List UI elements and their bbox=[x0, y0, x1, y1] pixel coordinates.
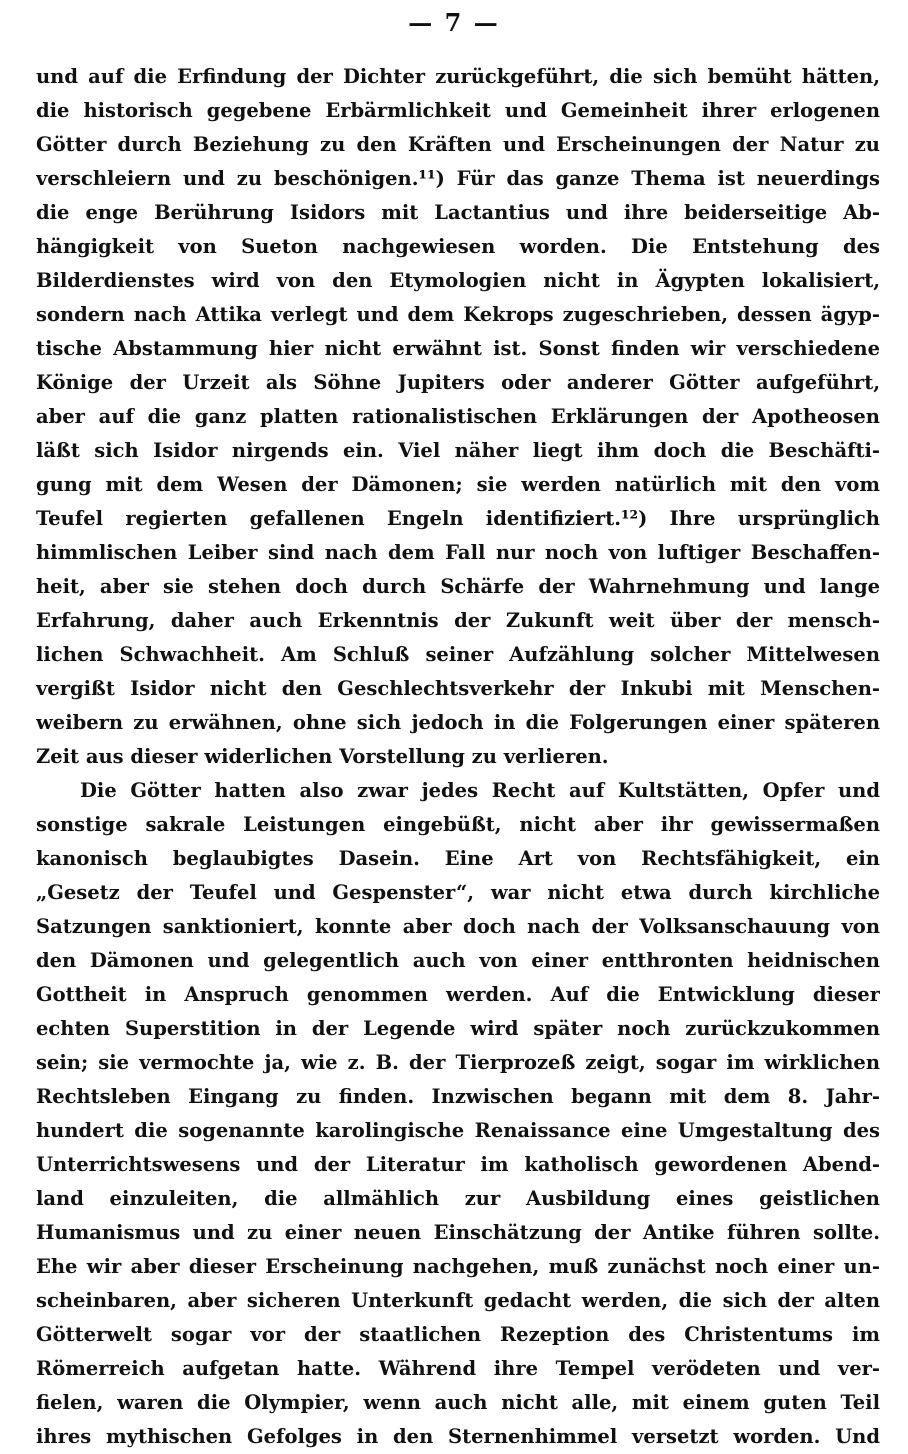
text-line: die historisch gegebene Erbärmlichkeit und Gemeinheit ihrer erlogenen bbox=[36, 99, 880, 122]
text-line: ihres mythischen Gefolges in den Sternenhimmel versetzt worden. Und bbox=[36, 1425, 880, 1448]
text-line: Erfahrung, daher auch Erkenntnis der Zukunft weit über der mensch- bbox=[36, 609, 880, 632]
text-line: Ehe wir aber dieser Erscheinung nachgehen, muß zunächst noch einer un- bbox=[36, 1255, 880, 1278]
text-line: Humanismus und zu einer neuen Einschätzung der Antike führen sollte. bbox=[36, 1221, 880, 1244]
text-line: Götter durch Beziehung zu den Kräften und Erscheinungen der Natur zu bbox=[36, 133, 880, 156]
text-line: land einzuleiten, die allmählich zur Ausbildung eines geistlichen bbox=[36, 1187, 880, 1210]
text-line: Römerreich aufgetan hatte. Während ihre Tempel verödeten und ver- bbox=[36, 1357, 880, 1380]
text-line: hundert die sogenannte karolingische Renaissance eine Umgestaltung des bbox=[36, 1119, 880, 1142]
text-line: Satzungen sanktioniert, konnte aber doch nach der Volksanschauung von bbox=[36, 915, 880, 938]
text-line: weibern zu erwähnen, ohne sich jedoch in die Folgerungen einer späteren bbox=[36, 711, 880, 734]
text-line: vergißt Isidor nicht den Geschlechtsverkehr der Inkubi mit Menschen- bbox=[36, 677, 880, 700]
paragraph-2 bbox=[36, 774, 880, 1454]
page-number: — 7 — bbox=[408, 8, 500, 37]
text-line: läßt sich Isidor nirgends ein. Viel näher liegt ihm doch die Beschäfti- bbox=[36, 439, 880, 462]
text-line: aber auf die ganz platten rationalistischen Erklärungen der Apotheosen bbox=[36, 405, 880, 428]
text-line: lichen Schwachheit. Am Schluß seiner Aufzählung solcher Mittelwesen bbox=[36, 643, 880, 666]
text-line: Zeit aus dieser widerlichen Vorstellung zu verlieren. bbox=[36, 745, 609, 768]
text-line: die enge Berührung Isidors mit Lactantius und ihre beiderseitige Ab- bbox=[36, 201, 880, 224]
text-line: den Dämonen und gelegentlich auch von einer entthronten heidnischen bbox=[36, 949, 880, 972]
text-line: Teufel regierten gefallenen Engeln identifiziert.¹²) Ihre ursprünglich bbox=[36, 507, 880, 530]
text-line: kanonisch beglaubigtes Dasein. Eine Art von Rechtsfähigkeit, ein bbox=[36, 847, 880, 870]
text-line: Bilderdienstes wird von den Etymologien nicht in Ägypten lokalisiert, bbox=[36, 269, 880, 292]
body-text bbox=[36, 60, 880, 1454]
text-line: verschleiern und zu beschönigen.¹¹) Für das ganze Thema ist neuerdings bbox=[36, 167, 880, 190]
text-line: Könige der Urzeit als Söhne Jupiters oder anderer Götter aufgeführt, bbox=[36, 371, 880, 394]
text-line: Die Götter hatten also zwar jedes Recht auf Kultstätten, Opfer und bbox=[80, 779, 880, 802]
text-line: gung mit dem Wesen der Dämonen; sie werden natürlich mit den vom bbox=[36, 473, 880, 496]
text-line: hängigkeit von Sueton nachgewiesen worden. Die Entstehung des bbox=[36, 235, 880, 258]
text-line: und auf die Erfindung der Dichter zurückgeführt, die sich bemüht hätten, bbox=[36, 65, 880, 88]
text-line: echten Superstition in der Legende wird später noch zurückzukommen bbox=[36, 1017, 880, 1040]
text-line: sonstige sakrale Leistungen eingebüßt, nicht aber ihr gewissermaßen bbox=[36, 813, 880, 836]
text-line: sondern nach Attika verlegt und dem Kekrops zugeschrieben, dessen ägyp- bbox=[36, 303, 880, 326]
text-line: Unterrichtswesens und der Literatur im katholisch gewordenen Abend- bbox=[36, 1153, 880, 1176]
text-line: Rechtsleben Eingang zu finden. Inzwischen begann mit dem 8. Jahr- bbox=[36, 1085, 880, 1108]
text-line: heit, aber sie stehen doch durch Schärfe der Wahrnehmung und lange bbox=[36, 575, 880, 598]
text-line: „Gesetz der Teufel und Gespenster“, war nicht etwa durch kirchliche bbox=[36, 881, 880, 904]
text-line: fielen, waren die Olympier, wenn auch nicht alle, mit einem guten Teil bbox=[36, 1391, 880, 1414]
text-line: tische Abstammung hier nicht erwähnt ist. Sonst finden wir verschiedene bbox=[36, 337, 880, 360]
text-line: himmlischen Leiber sind nach dem Fall nur noch von luftiger Beschaffen- bbox=[36, 541, 880, 564]
paragraph-1 bbox=[36, 60, 880, 774]
text-line: Gottheit in Anspruch genommen werden. Auf die Entwicklung dieser bbox=[36, 983, 880, 1006]
text-line: sein; sie vermochte ja, wie z. B. der Tierprozeß zeigt, sogar im wirklichen bbox=[36, 1051, 880, 1074]
text-line: scheinbaren, aber sicheren Unterkunft gedacht werden, die sich der alten bbox=[36, 1289, 880, 1312]
text-line: Götterwelt sogar vor der staatlichen Rezeption des Christentums im bbox=[36, 1323, 880, 1346]
